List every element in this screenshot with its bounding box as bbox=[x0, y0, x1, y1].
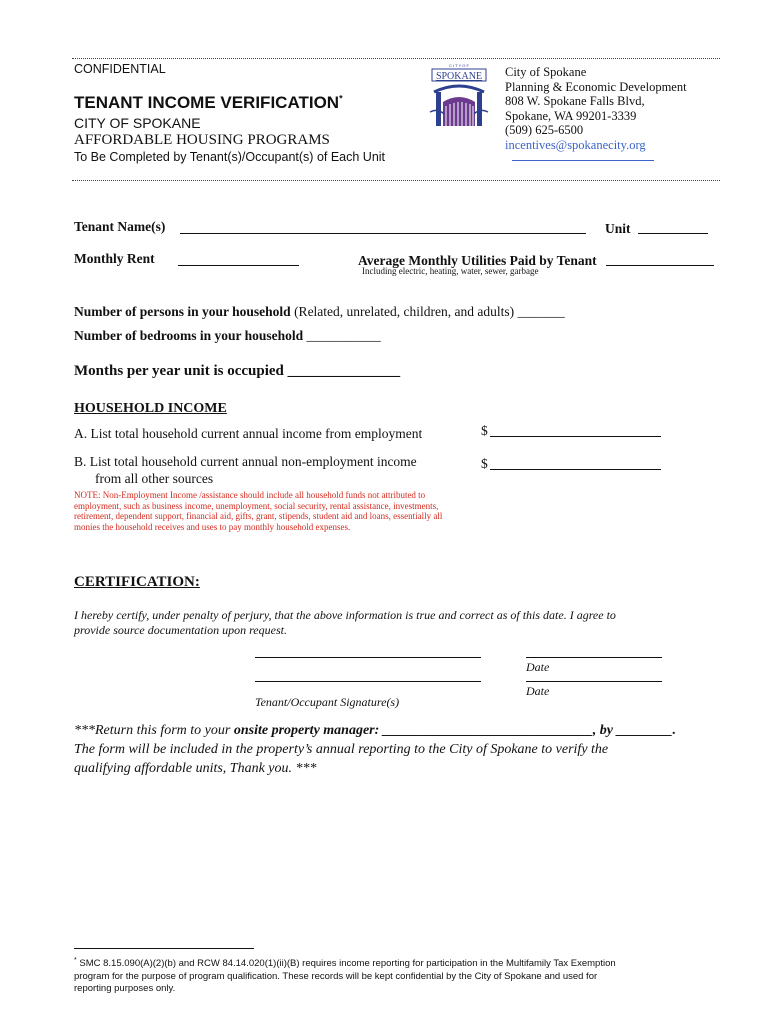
form-title bbox=[74, 93, 343, 113]
tenant-names-field[interactable] bbox=[180, 220, 586, 234]
footnote-mark: * bbox=[74, 957, 77, 964]
income-b-field[interactable] bbox=[490, 456, 661, 470]
programs-name: AFFORDABLE HOUSING PROGRAMS bbox=[74, 132, 330, 148]
title-footnote-mark: * bbox=[339, 93, 343, 104]
signature-line-2[interactable] bbox=[255, 681, 481, 682]
date-label-2: Date bbox=[526, 684, 550, 698]
note-line-1: NOTE: Non-Employment Income /assistance should include all household funds not attributed to bbox=[74, 490, 426, 500]
footnote-line-1 bbox=[74, 955, 724, 971]
bedrooms-label: Number of bedrooms in your household bbox=[74, 328, 304, 343]
non-employment-note bbox=[74, 490, 442, 532]
unit-field[interactable] bbox=[638, 220, 708, 234]
return-instructions bbox=[74, 721, 724, 778]
monthly-rent-field[interactable] bbox=[178, 252, 299, 266]
avg-utilities-field[interactable] bbox=[606, 252, 714, 266]
income-a-text: A. List total household current annual income from employment bbox=[74, 426, 423, 441]
months-row bbox=[74, 363, 400, 380]
return-line-2: The form will be included in the property’s annual reporting to the City of Spokane to verify the bbox=[74, 742, 609, 757]
persons-row bbox=[74, 304, 565, 320]
persons-note[interactable]: (Related, unrelated, children, and adults) _______ bbox=[294, 304, 565, 319]
months-label: Months per year unit is occupied bbox=[74, 363, 284, 379]
utilities-note: Including electric, heating, water, sewer, garbage bbox=[362, 266, 539, 276]
return-line-1-pre: ***Return this form to your bbox=[74, 723, 234, 738]
email-underline bbox=[512, 160, 654, 161]
form-instruction: To Be Completed by Tenant(s)/Occupant(s) of Each Unit bbox=[74, 150, 386, 164]
date-line-2[interactable] bbox=[526, 681, 662, 682]
footnote-text-1: SMC 8.15.090(A)(2)(b) and RCW 84.14.020(1)(ii)(B) requires income reporting for participation in the Multifamily Tax Exemption bbox=[79, 958, 616, 970]
income-a-dollar: $ bbox=[481, 423, 488, 438]
contact-block bbox=[505, 65, 687, 152]
svg-text:SPOKANE: SPOKANE bbox=[435, 71, 483, 82]
manager-field[interactable]: ______________________________ bbox=[379, 723, 593, 738]
months-field[interactable]: _______________ bbox=[287, 363, 401, 379]
signature-line-1[interactable] bbox=[255, 657, 481, 658]
monthly-rent-label: Monthly Rent bbox=[74, 251, 155, 266]
certification-heading: CERTIFICATION: bbox=[74, 574, 200, 590]
return-line-1 bbox=[74, 721, 724, 740]
return-line-3: qualifying affordable units, Thank you. *** bbox=[74, 761, 317, 776]
spokane-logo bbox=[428, 62, 490, 130]
persons-label: Number of persons in your household bbox=[74, 304, 291, 319]
top-divider bbox=[72, 58, 720, 59]
certification-line-1: I hereby certify, under penalty of perjury, that the above information is true and correct as of this date. I agree to bbox=[74, 608, 616, 622]
contact-street: 808 W. Spokane Falls Blvd, bbox=[505, 94, 645, 108]
form-title-text: TENANT INCOME VERIFICATION bbox=[74, 93, 340, 112]
income-b-dollar: $ bbox=[481, 456, 488, 471]
contact-city: Spokane, WA 99201-3339 bbox=[505, 108, 637, 123]
income-a-field[interactable] bbox=[490, 423, 661, 437]
spokane-logo-art bbox=[428, 62, 490, 130]
by-date-field[interactable]: , by ________. bbox=[592, 723, 677, 738]
signature-label: Tenant/Occupant Signature(s) bbox=[255, 695, 400, 709]
confidential-label: CONFIDENTIAL bbox=[74, 62, 166, 76]
bedrooms-row bbox=[74, 328, 381, 344]
household-income-heading: HOUSEHOLD INCOME bbox=[74, 401, 227, 416]
unit-label: Unit bbox=[605, 221, 631, 236]
footnote bbox=[74, 955, 724, 996]
onsite-manager-label: onsite property manager: bbox=[233, 723, 380, 738]
date-line-1[interactable] bbox=[526, 657, 662, 658]
bedrooms-field[interactable]: ___________ bbox=[306, 328, 381, 343]
note-line-2: employment, such as business income, unemployment, social security, rental assistance, investments, bbox=[74, 500, 439, 511]
city-name: CITY OF SPOKANE bbox=[74, 115, 201, 131]
header-divider bbox=[72, 180, 720, 181]
tenant-names-label: Tenant Name(s) bbox=[74, 219, 166, 234]
income-b-text-cont: from all other sources bbox=[95, 471, 214, 486]
date-label-1: Date bbox=[526, 660, 550, 674]
income-b-text: B. List total household current annual non-employment income bbox=[74, 454, 417, 469]
certification-text bbox=[74, 608, 616, 638]
contact-name: City of Spokane bbox=[505, 65, 587, 79]
footnote-line-3: reporting purposes only. bbox=[74, 983, 176, 995]
footnote-divider bbox=[74, 948, 254, 949]
note-line-3: retirement, dependent support, financial aid, gifts, grant, stipends, student aid and loans, essentially all bbox=[74, 511, 443, 521]
footnote-line-2: program for the purpose of program qualification. These records will be kept confidential by the City of Spokane and used for bbox=[74, 970, 598, 982]
contact-phone: (509) 625-6500 bbox=[505, 123, 584, 137]
contact-email-link[interactable]: incentives@spokanecity.org bbox=[505, 137, 646, 152]
contact-dept: Planning & Economic Development bbox=[505, 79, 687, 94]
note-line-4: monies the household receives and uses to pay monthly household expenses. bbox=[74, 521, 351, 532]
avg-utilities-label: Average Monthly Utilities Paid by Tenant bbox=[358, 253, 597, 268]
certification-line-2: provide source documentation upon request. bbox=[74, 623, 287, 637]
svg-text:C I T Y O F: C I T Y O F bbox=[449, 63, 469, 68]
